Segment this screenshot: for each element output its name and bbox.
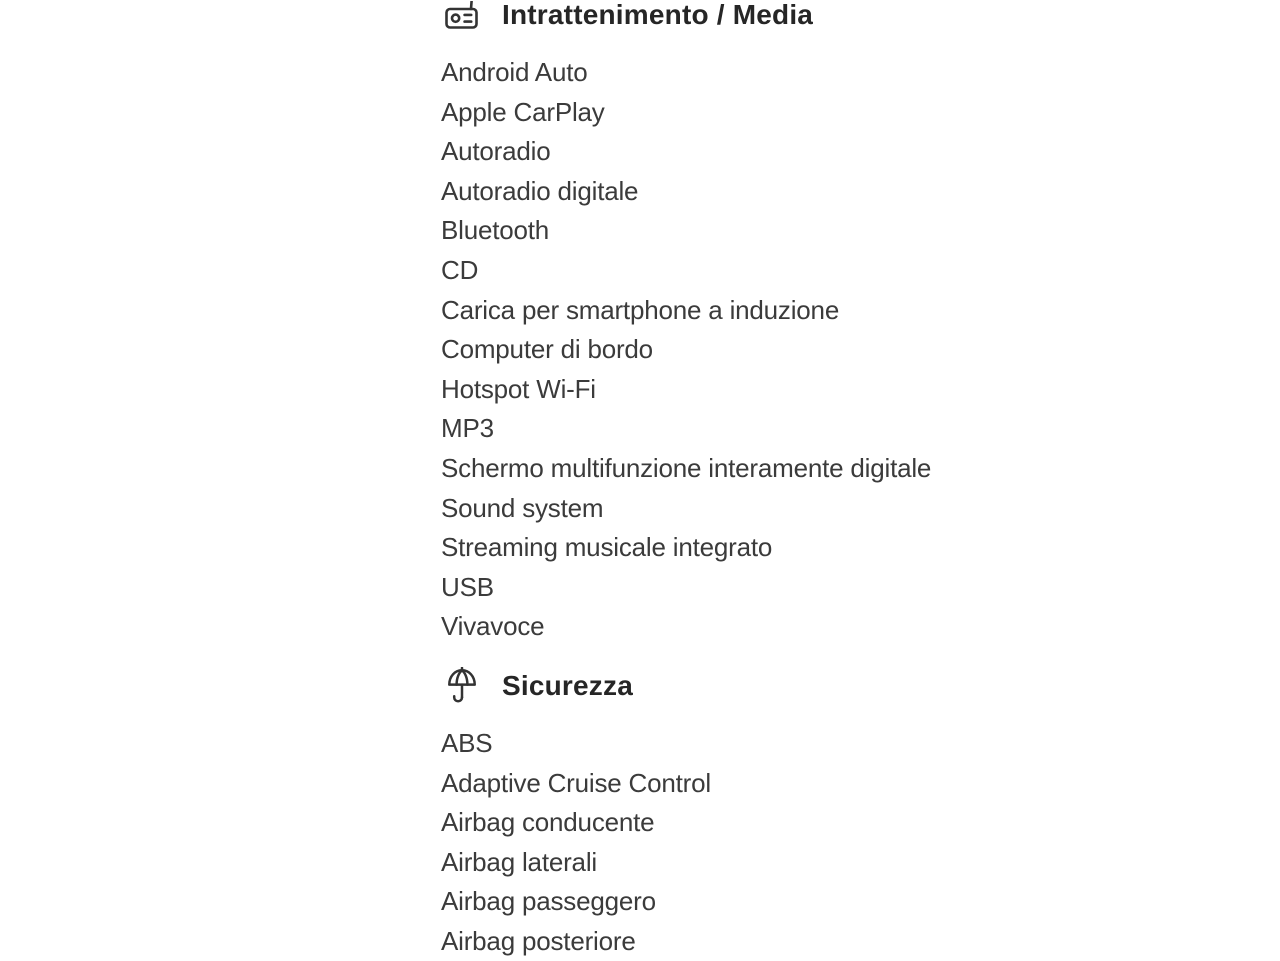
feature-item: Airbag laterali [441,846,597,877]
section-title: Intrattenimento / Media [502,0,814,30]
feature-item: ABS [441,727,493,758]
feature-item: Hotspot Wi-Fi [441,373,596,404]
entertainment-feature-list [441,53,931,647]
feature-item: Airbag posteriore [441,925,636,956]
feature-item: Carica per smartphone a induzione [441,294,840,325]
feature-item: Sound system [441,492,604,523]
feature-item: Android Auto [441,57,588,87]
equipment-panel [441,0,931,961]
feature-item: Apple CarPlay [441,96,605,127]
feature-item: CD [441,254,479,285]
feature-item: Vivavoce [441,611,545,642]
safety-feature-list [441,724,931,961]
radio-icon [445,0,478,30]
feature-item: Adaptive Cruise Control [441,767,711,798]
section-header-entertainment [441,0,931,30]
section-title: Sicurezza [502,669,633,701]
feature-item: USB [441,571,494,602]
feature-item: Airbag passeggero [441,886,656,917]
feature-item: Bluetooth [441,215,550,246]
section-header-safety [441,671,931,701]
feature-item: Autoradio digitale [441,175,639,206]
feature-item: Autoradio [441,136,551,167]
feature-item: Airbag conducente [441,807,655,838]
feature-item: MP3 [441,413,494,444]
feature-item: Computer di bordo [441,334,653,365]
feature-item: Streaming musicale integrato [441,532,773,563]
feature-item: Schermo multifunzione interamente digitale [441,452,932,483]
umbrella-icon [445,671,478,701]
